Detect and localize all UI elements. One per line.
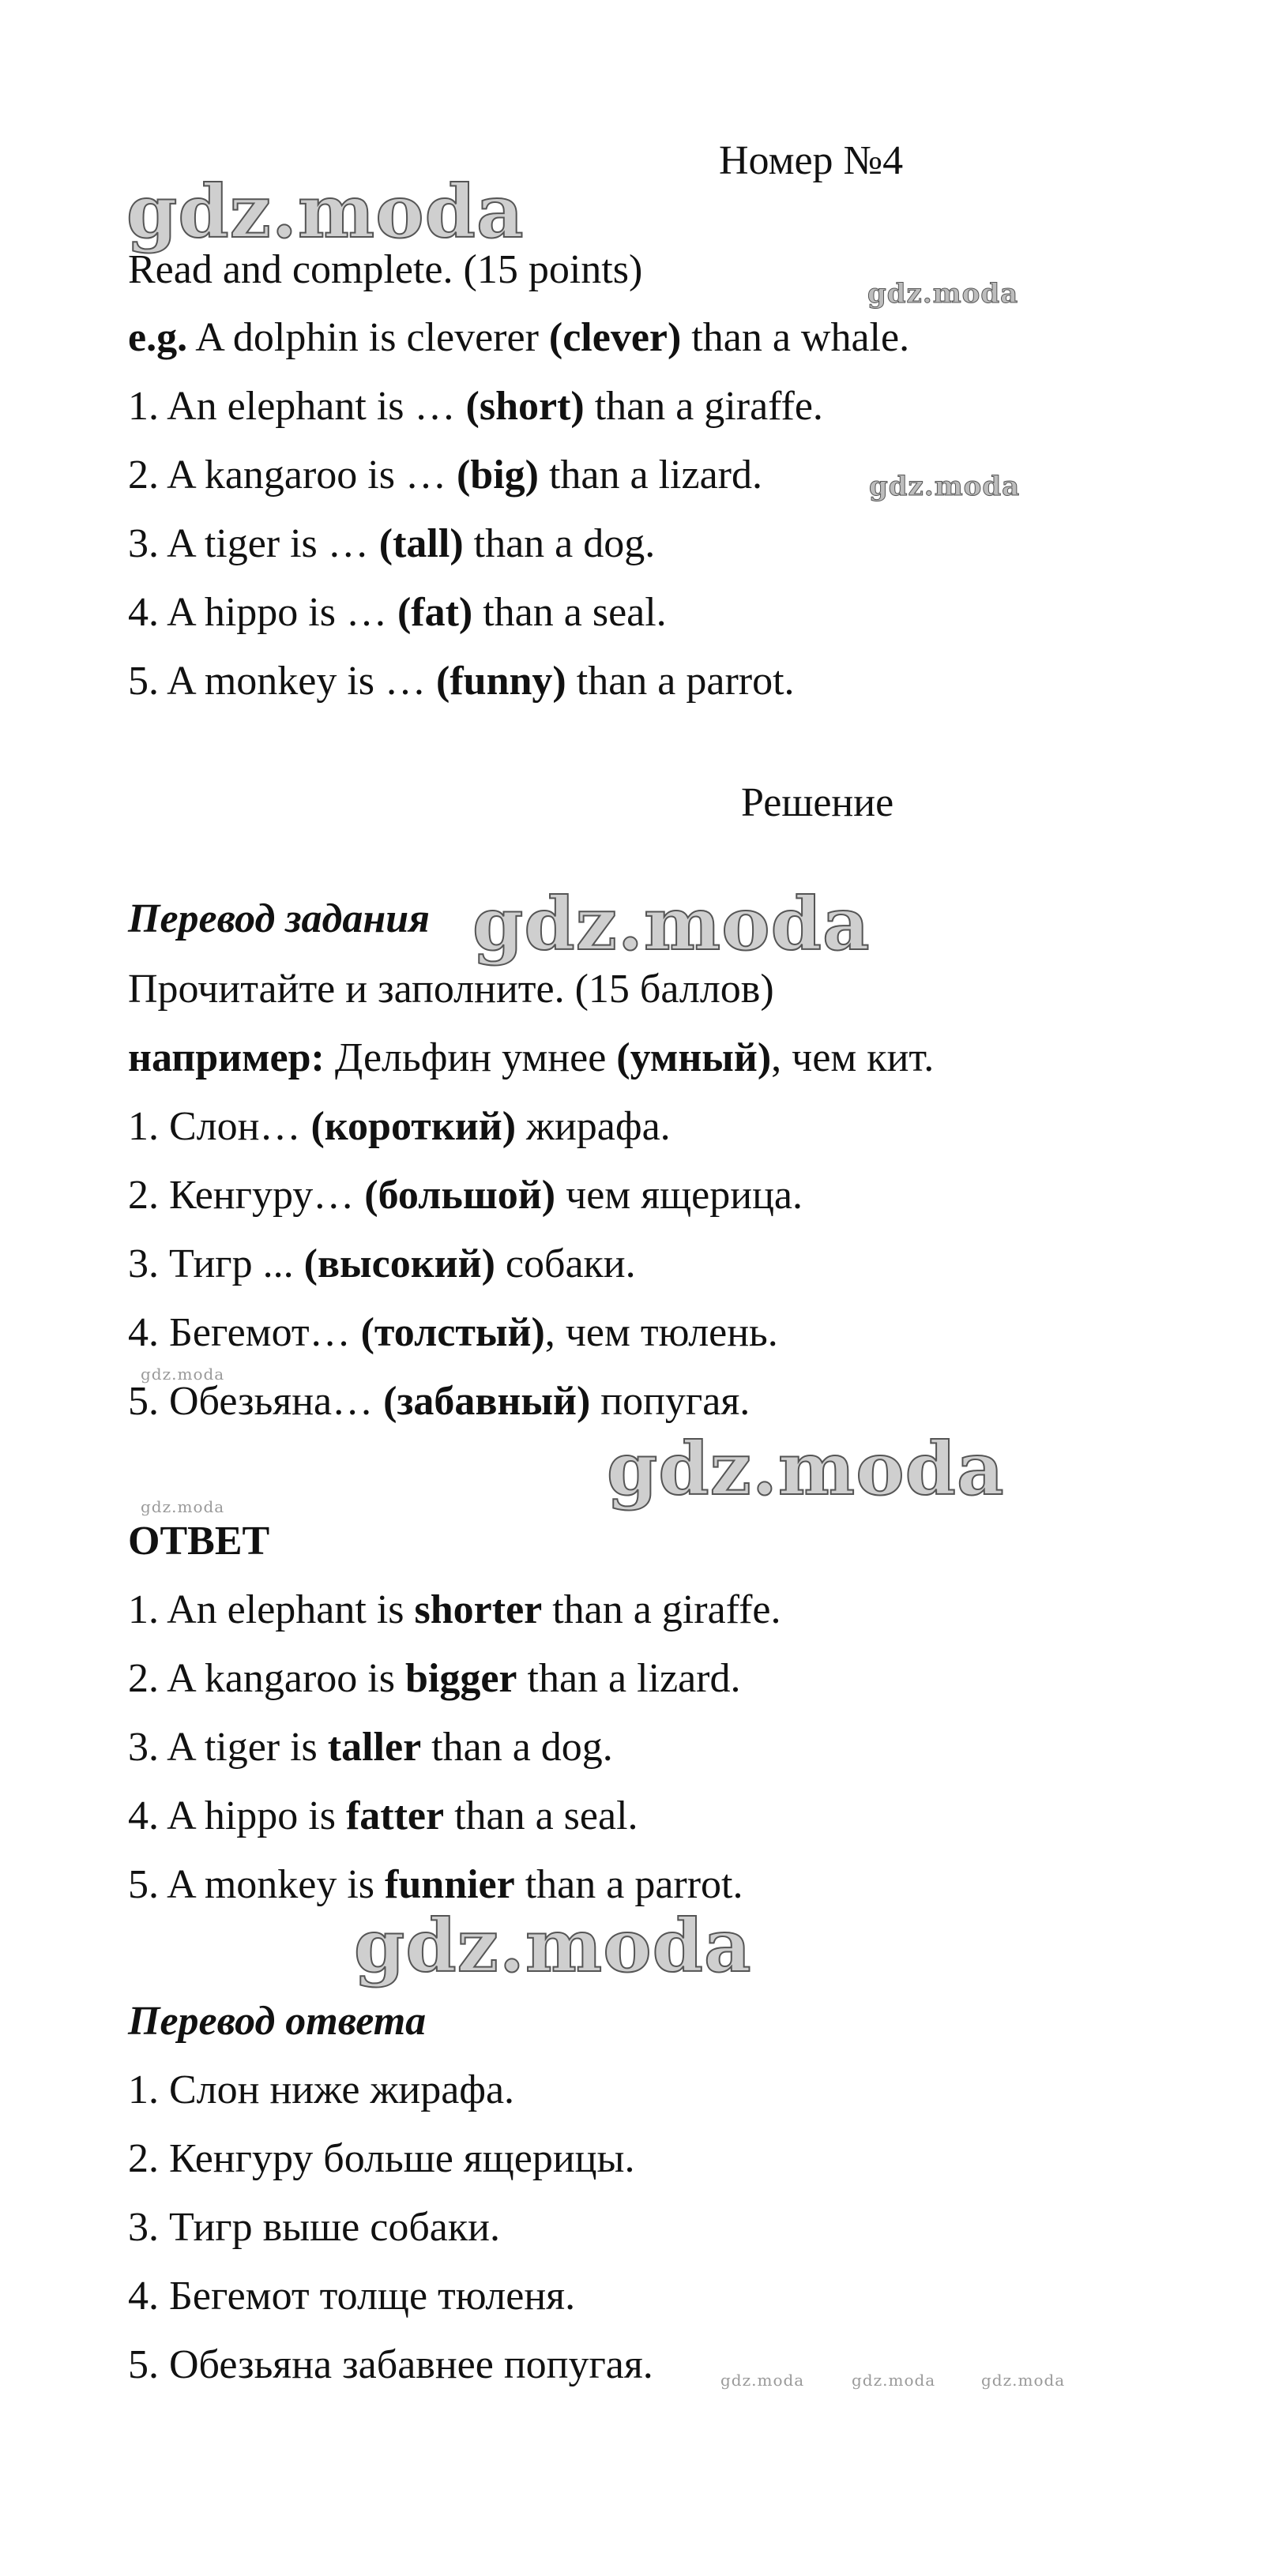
- watermark-logo: gdz.moda: [852, 2371, 936, 2390]
- answer-word: taller: [327, 1725, 422, 1770]
- answer-translation-item: 5. Обезьяна забавнее попугая.: [128, 2342, 653, 2387]
- item-hint: (высокий): [303, 1241, 495, 1286]
- answer-item: [128, 1585, 781, 1635]
- example-before: Дельфин умнее: [324, 1035, 617, 1080]
- item-text: 2. Кенгуру…: [128, 1173, 365, 1218]
- translation-heading: Перевод задания: [128, 896, 430, 941]
- answer-translation-heading: Перевод ответа: [128, 1999, 427, 2044]
- item-hint: (short): [465, 384, 585, 429]
- example-after: than a whale.: [681, 315, 910, 360]
- watermark-logo: gdz.moda: [126, 169, 525, 254]
- answer-heading: ОТВЕТ: [128, 1519, 270, 1564]
- item-text: 5. Обезьяна…: [128, 1379, 384, 1424]
- item-text: 1. Слон…: [128, 1104, 311, 1149]
- example-hint: (clever): [548, 315, 682, 360]
- watermark-logo: gdz.moda: [720, 2371, 805, 2390]
- example-label: например:: [128, 1035, 325, 1080]
- item-text: 5. A monkey is …: [128, 659, 437, 704]
- watermark-logo: gdz.moda: [869, 471, 1021, 502]
- answer-translation-item: 3. Тигр выше собаки.: [128, 2205, 500, 2250]
- item-text: than a seal.: [444, 1793, 638, 1838]
- answer-translation-item: 4. Бегемот толще тюленя.: [128, 2274, 576, 2319]
- watermark-logo: gdz.moda: [607, 1426, 1005, 1511]
- answer-word: funnier: [385, 1862, 515, 1907]
- item-hint: (толстый): [360, 1310, 545, 1355]
- task-number-title: Номер №4: [719, 138, 904, 183]
- item-hint: (funny): [436, 659, 566, 704]
- item-text: , чем тюлень.: [544, 1310, 778, 1355]
- task-item: [128, 588, 667, 638]
- answer-word: fatter: [345, 1793, 445, 1838]
- item-text: than a giraffe.: [542, 1587, 781, 1632]
- translation-item: [128, 1170, 803, 1221]
- answer-item: [128, 1654, 741, 1704]
- watermark-logo: gdz.moda: [981, 2371, 1066, 2390]
- answer-word: bigger: [404, 1656, 517, 1701]
- answer-translation-item: 2. Кенгуру больше ящерицы.: [128, 2136, 635, 2181]
- item-text: 2. A kangaroo is …: [128, 452, 457, 498]
- item-text: than a lizard.: [538, 452, 762, 498]
- item-hint: (короткий): [310, 1104, 517, 1149]
- item-text: than a parrot.: [566, 659, 795, 704]
- item-hint: (big): [456, 452, 539, 498]
- item-text: than a giraffe.: [584, 384, 823, 429]
- translation-example: [128, 1033, 934, 1083]
- watermark-logo: gdz.moda: [141, 1497, 225, 1516]
- answer-word: shorter: [414, 1587, 543, 1632]
- item-text: 5. A monkey is: [128, 1862, 386, 1907]
- example-after: , чем кит.: [771, 1035, 935, 1080]
- item-text: 4. A hippo is: [128, 1793, 346, 1838]
- task-instruction: Read and complete. (15 points): [128, 247, 643, 292]
- solution-title: Решение: [741, 780, 894, 825]
- item-text: 2. A kangaroo is: [128, 1656, 405, 1701]
- item-text: than a seal.: [472, 590, 667, 635]
- item-text: собаки.: [495, 1241, 636, 1286]
- item-text: 4. Бегемот…: [128, 1310, 361, 1355]
- item-text: жирафа.: [516, 1104, 671, 1149]
- task-item: [128, 519, 655, 569]
- item-hint: (большой): [364, 1173, 556, 1218]
- item-hint: (fat): [397, 590, 473, 635]
- task-example: [128, 313, 909, 363]
- example-label: e.g.: [128, 315, 188, 360]
- item-text: попугая.: [590, 1379, 750, 1424]
- item-text: 1. An elephant is …: [128, 384, 466, 429]
- item-text: than a dog.: [463, 521, 656, 566]
- watermark-logo: gdz.moda: [867, 278, 1019, 310]
- watermark-logo: gdz.moda: [141, 1365, 225, 1384]
- watermark-logo: gdz.moda: [354, 1903, 752, 1988]
- translation-instruction: Прочитайте и заполните. (15 баллов): [128, 967, 774, 1012]
- answer-translation-item: 1. Слон ниже жирафа.: [128, 2067, 515, 2112]
- item-text: than a dog.: [421, 1725, 613, 1770]
- translation-item: [128, 1376, 750, 1427]
- item-text: 1. An elephant is: [128, 1587, 415, 1632]
- item-text: 3. A tiger is: [128, 1725, 328, 1770]
- item-text: 4. A hippo is …: [128, 590, 397, 635]
- example-hint: (умный): [616, 1035, 772, 1080]
- item-text: 3. Тигр ...: [128, 1241, 304, 1286]
- item-text: than a lizard.: [517, 1656, 741, 1701]
- item-text: чем ящерица.: [555, 1173, 803, 1218]
- task-item: [128, 450, 762, 501]
- item-text: than a parrot.: [514, 1862, 743, 1907]
- item-text: 3. A tiger is …: [128, 521, 379, 566]
- watermark-logo: gdz.moda: [472, 881, 871, 967]
- translation-item: [128, 1102, 671, 1152]
- answer-item: [128, 1722, 613, 1773]
- item-hint: (забавный): [383, 1379, 591, 1424]
- example-before: A dolphin is cleverer: [187, 315, 549, 360]
- translation-item: [128, 1239, 636, 1290]
- item-hint: (tall): [378, 521, 464, 566]
- answer-item: [128, 1791, 638, 1842]
- task-item: [128, 656, 795, 707]
- task-item: [128, 381, 823, 432]
- translation-item: [128, 1308, 778, 1358]
